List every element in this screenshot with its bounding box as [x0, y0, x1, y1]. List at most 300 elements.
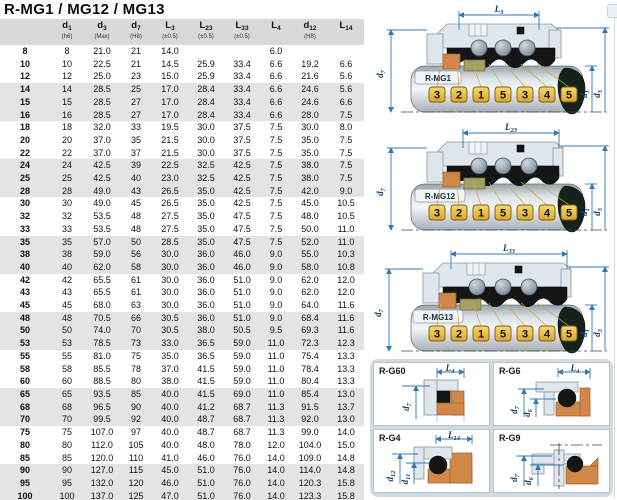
svg-text:5: 5 — [499, 328, 507, 341]
value-cell: 45.0 — [301, 198, 319, 209]
value-cell — [292, 45, 328, 58]
value-cell: 42.5 — [233, 198, 251, 209]
value-cell: 36.0 — [188, 248, 224, 261]
value-cell: 15.0 — [161, 71, 179, 82]
value-cell: 48 — [50, 312, 84, 325]
value-cell: 8 — [64, 46, 70, 56]
value-cell: 7.5 — [269, 122, 283, 133]
svg-text:L23: $L_{23}$ — [505, 122, 517, 134]
value-cell: 81.0 — [93, 350, 111, 361]
seat-panel-rg6 — [493, 362, 610, 426]
svg-text:d1: $d_1$ — [579, 90, 591, 98]
value-cell: 40.0 — [161, 439, 179, 450]
value-cell: 7.5 — [269, 147, 283, 158]
value-cell: 11.6 — [337, 300, 355, 311]
value-cell: 51.0 — [233, 287, 251, 298]
value-cell: 5.6 — [339, 71, 353, 82]
value-cell: 55 — [61, 350, 72, 361]
spec-table-body — [0, 45, 364, 500]
svg-text:d7: $d_7$ — [375, 70, 387, 78]
value-cell: 30.0 — [197, 122, 215, 133]
value-cell: 99.5 — [84, 413, 120, 426]
value-cell: 80.4 — [301, 376, 319, 387]
value-cell: 59.0 — [233, 350, 251, 361]
svg-text:4: 4 — [543, 328, 551, 341]
table-row — [0, 45, 364, 58]
row-size-cell: 65 — [0, 388, 50, 401]
value-cell: 56 — [120, 248, 152, 261]
value-cell: 41.5 — [188, 388, 224, 401]
value-cell: 28.5 — [152, 236, 188, 249]
value-cell: 92 — [120, 413, 152, 426]
value-cell: 28.4 — [188, 83, 224, 96]
value-cell: 61 — [130, 274, 141, 285]
row-size-cell: 32 — [19, 211, 30, 222]
value-cell: 11.0 — [337, 223, 355, 234]
value-cell: 48 — [130, 223, 141, 234]
value-cell: 33.4 — [224, 96, 260, 109]
value-cell: 115 — [120, 464, 152, 477]
value-cell: 28.4 — [188, 96, 224, 109]
header-L33: $L_{33}$ (±0.5) — [224, 19, 260, 45]
value-cell: 107.0 — [90, 427, 114, 438]
value-cell: 12.0 — [337, 274, 355, 285]
value-cell: 14.0 — [260, 464, 292, 477]
value-cell: 30.0 — [161, 300, 179, 311]
value-cell: 27.5 — [161, 223, 179, 234]
value-cell: 7.5 — [260, 172, 292, 185]
seat-label: R-G6 — [499, 366, 521, 376]
value-cell: 17.0 — [152, 83, 188, 96]
value-cell: 46.0 — [152, 477, 188, 490]
svg-text:d3: $d_3$ — [592, 90, 604, 98]
row-size-cell: 42 — [19, 274, 30, 285]
value-cell: 7.5 — [328, 109, 364, 122]
row-size-cell: 12 — [19, 71, 30, 82]
value-cell: 49.0 — [93, 198, 111, 209]
value-cell: 15.0 — [337, 439, 355, 450]
value-cell: 46.0 — [197, 452, 215, 463]
value-cell: 11.0 — [267, 350, 285, 361]
table-row — [0, 375, 364, 388]
value-cell: 24.6 — [292, 83, 328, 96]
svg-text:5: 5 — [565, 207, 573, 220]
value-cell: 9.0 — [328, 185, 364, 198]
table-row — [0, 401, 364, 414]
table-row — [0, 147, 364, 160]
value-cell: 70 — [120, 324, 152, 337]
value-cell: 51.0 — [233, 300, 251, 311]
svg-text:d7: $d_7$ — [373, 309, 385, 317]
value-cell: 9.0 — [269, 287, 283, 298]
value-cell: 41.0 — [161, 452, 179, 463]
value-cell: 13.0 — [328, 388, 364, 401]
value-cell: 75 — [61, 427, 72, 438]
value-cell: 6.0 — [269, 46, 283, 56]
table-row — [0, 172, 364, 185]
value-cell: 18 — [61, 122, 72, 133]
value-cell: 28.5 — [84, 109, 120, 122]
value-cell: 78.0 — [233, 439, 251, 450]
value-cell: 32 — [61, 211, 72, 222]
header-d7: $d_7$ (H8) — [120, 19, 152, 45]
value-cell: 14.0 — [260, 477, 292, 490]
value-cell: 120.3 — [292, 477, 328, 490]
value-cell: 11.0 — [260, 337, 292, 350]
value-cell: 76.0 — [224, 464, 260, 477]
header-L3: $L_3$ (±0.5) — [152, 19, 188, 45]
value-cell: 40 — [120, 172, 152, 185]
value-cell: 25 — [50, 172, 84, 185]
value-cell: 26.5 — [152, 185, 188, 198]
value-cell: 15.8 — [328, 477, 364, 490]
svg-text:d7: $d_7$ — [401, 403, 413, 411]
svg-text:1: 1 — [477, 207, 485, 220]
value-cell: 76.0 — [224, 477, 260, 490]
value-cell: 14.8 — [337, 452, 355, 463]
value-cell: 35.0 — [301, 134, 319, 145]
value-cell: 80 — [61, 439, 72, 450]
svg-text:d11: $d_{11}$ — [400, 473, 412, 485]
value-cell — [224, 45, 260, 58]
value-cell: 14.5 — [161, 58, 179, 69]
diagram-rmg12 — [371, 120, 613, 236]
value-cell: 65.5 — [93, 287, 111, 298]
value-cell: 28.4 — [188, 109, 224, 122]
value-cell: 35.0 — [197, 211, 215, 222]
svg-text:L3: $L_3$ — [494, 4, 504, 16]
value-cell: 9.0 — [269, 300, 283, 311]
value-cell: 40.0 — [152, 388, 188, 401]
value-cell: 90 — [120, 401, 152, 414]
value-cell: 28.5 — [84, 96, 120, 109]
value-cell: 42.5 — [84, 159, 120, 172]
value-cell: 11.3 — [260, 401, 292, 414]
value-cell: 91.5 — [292, 401, 328, 414]
value-cell: 20 — [61, 134, 72, 145]
row-size-cell: 50 — [0, 324, 50, 337]
value-cell: 11.0 — [267, 376, 285, 387]
value-cell: 32.5 — [188, 172, 224, 185]
row-size-cell: 40 — [0, 261, 50, 274]
value-cell: 7.5 — [260, 236, 292, 249]
header-L14: $L_{14}$ — [328, 19, 364, 45]
value-cell: 30.0 — [197, 134, 215, 145]
seat-label: R-G60 — [379, 366, 406, 376]
value-cell: 27.5 — [161, 211, 179, 222]
value-cell: 23 — [130, 71, 141, 82]
value-cell: 48.7 — [197, 427, 215, 438]
value-cell: 26.5 — [161, 198, 179, 209]
svg-text:d1: $d_1$ — [579, 208, 591, 216]
value-cell: 62.0 — [301, 287, 319, 298]
value-cell: 30.0 — [197, 147, 215, 158]
value-cell: 41.5 — [197, 376, 215, 387]
table-row — [0, 236, 364, 249]
value-cell: 59.0 — [224, 337, 260, 350]
value-cell: 42 — [61, 274, 72, 285]
value-cell: 30.0 — [301, 122, 319, 133]
header-L4: $L_4$ — [260, 19, 292, 45]
value-cell: 25 — [120, 83, 152, 96]
svg-text:3: 3 — [433, 207, 441, 220]
value-cell: 45 — [61, 300, 72, 311]
value-cell: 51.0 — [224, 312, 260, 325]
value-cell: 30.0 — [161, 274, 179, 285]
value-cell: 32.0 — [93, 122, 111, 133]
value-cell: 11.6 — [328, 312, 364, 325]
value-cell: 42.5 — [224, 172, 260, 185]
value-cell: 58.0 — [292, 261, 328, 274]
value-cell: 25.9 — [197, 58, 215, 69]
value-cell: 40.0 — [152, 401, 188, 414]
panel-border — [614, 14, 615, 498]
dimension-table — [0, 19, 364, 500]
value-cell: 51.0 — [188, 464, 224, 477]
row-size-cell: 68 — [0, 401, 50, 414]
value-cell: 36.0 — [197, 287, 215, 298]
value-cell: 88.5 — [93, 376, 111, 387]
value-cell: 12 — [61, 71, 72, 82]
value-cell: 30.5 — [152, 324, 188, 337]
value-cell: 14.0 — [267, 452, 285, 463]
value-cell: 62.0 — [301, 274, 319, 285]
diagram-rmg1 — [371, 2, 613, 118]
table-row — [0, 324, 364, 337]
value-cell: 17.0 — [152, 109, 188, 122]
value-cell: 51.0 — [233, 274, 251, 285]
seat-label: R-G4 — [379, 433, 401, 443]
value-cell: 6.6 — [260, 109, 292, 122]
table-row — [0, 413, 364, 426]
value-cell: 35 — [50, 236, 84, 249]
value-cell: 63 — [130, 300, 141, 311]
row-size-cell: 58 — [19, 363, 30, 374]
value-cell: 80 — [130, 376, 141, 387]
row-size-cell: 30 — [19, 198, 30, 209]
value-cell: 22 — [61, 147, 72, 158]
table-row — [0, 109, 364, 122]
value-cell: 68.7 — [224, 413, 260, 426]
value-cell: 21.6 — [301, 71, 319, 82]
table-row — [0, 452, 364, 465]
row-size-cell: 18 — [19, 122, 30, 133]
value-cell: 76.0 — [233, 452, 251, 463]
header-d12: $d_{12}$ (H8) — [292, 19, 328, 45]
value-cell: 12.0 — [337, 287, 355, 298]
value-cell: 93.5 — [84, 388, 120, 401]
value-cell: 11.0 — [328, 236, 364, 249]
value-cell: 47.5 — [224, 236, 260, 249]
value-cell: 10.3 — [328, 248, 364, 261]
value-cell: 7.5 — [260, 159, 292, 172]
value-cell: 15 — [50, 96, 84, 109]
value-cell: 65.5 — [93, 274, 111, 285]
table-row — [0, 299, 364, 312]
table-row — [0, 490, 364, 500]
value-cell: 68.4 — [292, 312, 328, 325]
value-cell: 14.0 — [260, 490, 292, 500]
value-cell: 127.0 — [84, 464, 120, 477]
svg-text:3: 3 — [433, 328, 441, 341]
value-cell: 53.5 — [93, 211, 111, 222]
value-cell: 96.5 — [84, 401, 120, 414]
header-d1: $d_1$ (h6) — [50, 19, 84, 45]
value-cell: 38.0 — [188, 324, 224, 337]
table-row — [0, 70, 364, 83]
table-row — [0, 477, 364, 490]
page-title: R-MG1 / MG12 / MG13 — [4, 1, 165, 18]
table-row — [0, 464, 364, 477]
row-size-cell: 22 — [19, 147, 30, 158]
value-cell: 78.5 — [84, 337, 120, 350]
table-row — [0, 439, 364, 452]
value-cell — [188, 45, 224, 58]
value-cell: 27 — [120, 109, 152, 122]
svg-text:3: 3 — [521, 89, 529, 102]
value-cell: 14 — [50, 83, 84, 96]
value-cell: 68 — [50, 401, 84, 414]
row-size-cell: 53 — [0, 337, 50, 350]
value-cell: 38.0 — [292, 172, 328, 185]
value-cell: 35.0 — [188, 185, 224, 198]
value-cell: 48.0 — [197, 439, 215, 450]
value-cell: 85 — [61, 452, 72, 463]
value-cell: 32.5 — [188, 159, 224, 172]
seat-panel-rg60 — [373, 362, 490, 426]
value-cell: 7.5 — [269, 211, 283, 222]
table-row — [0, 312, 364, 325]
value-cell: 57.0 — [84, 236, 120, 249]
value-cell: 123.3 — [292, 490, 328, 500]
value-cell: 43 — [120, 185, 152, 198]
value-cell: 68.0 — [93, 300, 111, 311]
value-cell: 42.5 — [224, 159, 260, 172]
value-cell: 85.4 — [292, 388, 328, 401]
seat-label: R-G9 — [499, 433, 521, 443]
value-cell — [328, 45, 364, 58]
value-cell: 97 — [130, 427, 141, 438]
value-cell: 7.5 — [339, 147, 353, 158]
header-d3: $d_3$ (Max) — [84, 19, 120, 45]
value-cell: 19.2 — [301, 58, 319, 69]
row-size-cell: 33 — [19, 223, 30, 234]
svg-text:d3: $d_3$ — [592, 208, 604, 216]
row-size-cell: 43 — [19, 287, 30, 298]
value-cell: 125 — [120, 490, 152, 500]
value-cell: 37.5 — [233, 147, 251, 158]
value-cell: 19.5 — [161, 122, 179, 133]
value-cell: 21.5 — [161, 134, 179, 145]
value-cell: 38 — [50, 248, 84, 261]
table-row — [0, 337, 364, 350]
value-cell: 78.4 — [301, 363, 319, 374]
value-cell: 43 — [61, 287, 72, 298]
value-cell: 35.0 — [197, 198, 215, 209]
value-cell: 65 — [50, 388, 84, 401]
value-cell: 104.0 — [298, 439, 322, 450]
value-cell: 35.0 — [301, 147, 319, 158]
table-row — [0, 261, 364, 274]
value-cell: 68.7 — [224, 401, 260, 414]
svg-text:3: 3 — [521, 328, 529, 341]
value-cell: 47.0 — [152, 490, 188, 500]
svg-text:5: 5 — [565, 89, 573, 102]
table-row — [0, 350, 364, 363]
diagram-rmg13 — [371, 241, 613, 357]
value-cell: 33.4 — [233, 71, 251, 82]
value-cell: 66 — [120, 312, 152, 325]
value-cell: 51.0 — [188, 477, 224, 490]
value-cell: 14.0 — [161, 46, 179, 56]
value-cell: 6.6 — [269, 71, 283, 82]
value-cell: 30.0 — [152, 248, 188, 261]
row-size-cell: 10 — [19, 58, 30, 69]
table-header-row — [0, 19, 364, 45]
row-size-cell: 38 — [0, 248, 50, 261]
value-cell: 75 — [130, 350, 141, 361]
value-cell: 7.5 — [269, 223, 283, 234]
diagram-section — [368, 0, 617, 500]
value-cell: 75.4 — [301, 350, 319, 361]
value-cell: 13.3 — [337, 350, 355, 361]
svg-text:L4: $L_4$ — [570, 363, 580, 375]
value-cell: 78 — [130, 363, 141, 374]
value-cell: 72.3 — [292, 337, 328, 350]
value-cell: 90 — [50, 464, 84, 477]
value-cell: 12.3 — [328, 337, 364, 350]
value-cell: 40.0 — [161, 427, 179, 438]
value-cell: 6.6 — [269, 58, 283, 69]
table-row — [0, 96, 364, 109]
value-cell: 37.0 — [93, 147, 111, 158]
svg-text:L33: $L_{33}$ — [503, 243, 515, 255]
value-cell: 9.0 — [260, 261, 292, 274]
value-cell: 36.0 — [188, 261, 224, 274]
row-size-cell: 35 — [0, 236, 50, 249]
seat-panel-rg9 — [493, 429, 610, 493]
row-size-cell: 45 — [19, 300, 30, 311]
svg-text:d12: $d_{12}$ — [385, 470, 397, 482]
value-cell: 59.0 — [233, 363, 251, 374]
value-cell: 55.0 — [292, 248, 328, 261]
svg-text:d3: $d_3$ — [592, 329, 604, 337]
svg-text:1: 1 — [477, 328, 485, 341]
header-L23: $L_{23}$ (±0.5) — [188, 19, 224, 45]
value-cell: 35 — [130, 134, 141, 145]
value-cell: 35.0 — [197, 223, 215, 234]
value-cell: 120 — [120, 477, 152, 490]
value-cell: 16 — [50, 109, 84, 122]
value-cell: 24 — [50, 159, 84, 172]
svg-text:5: 5 — [499, 207, 507, 220]
value-cell: 27 — [120, 96, 152, 109]
seat-drawing — [414, 447, 472, 483]
value-cell: 85 — [120, 388, 152, 401]
svg-text:R-MG13: R-MG13 — [422, 313, 454, 322]
value-cell: 11.0 — [267, 363, 285, 374]
value-cell: 76.0 — [224, 490, 260, 500]
value-cell: 28 — [50, 185, 84, 198]
seat-drawing — [532, 443, 602, 489]
value-cell: 51.0 — [188, 490, 224, 500]
table-row — [0, 426, 364, 439]
value-cell: 137.0 — [84, 490, 120, 500]
row-size-cell: 20 — [19, 134, 30, 145]
value-cell: 11.6 — [328, 324, 364, 337]
row-size-cell: 15 — [0, 96, 50, 109]
value-cell: 35.0 — [188, 236, 224, 249]
